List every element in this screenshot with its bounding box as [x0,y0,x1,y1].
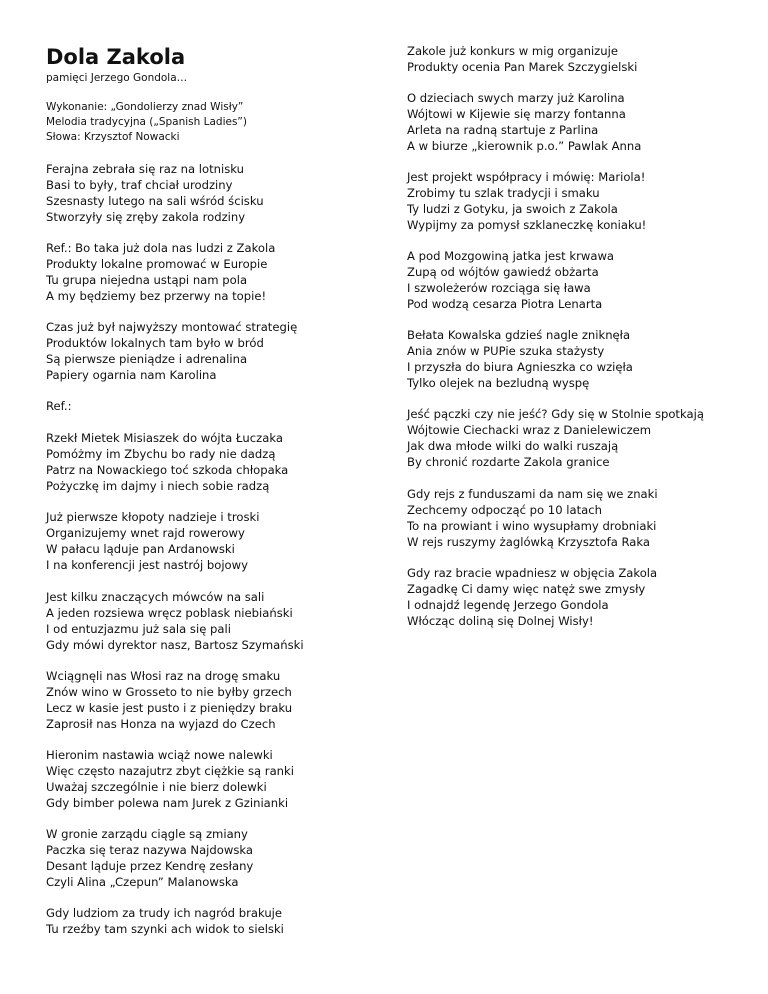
verse-line: Desant ląduje przez Kendrę zesłany [46,859,254,873]
verse-line: W rejs ruszymy żaglówką Krzysztofa Raka [407,535,651,549]
verse-line: A pod Mozgowiną jatka jest krwawa [407,249,615,263]
verse-line: To na prowiant i wino wysupłamy drobniaki [407,519,657,533]
verse-line: Pod wodzą cesarza Piotra Lenarta [407,297,603,311]
verse-line: Ref.: [46,399,72,413]
stanza [46,430,288,494]
stanza [46,509,259,573]
verse-line: By chronić rozdarte Zakola granice [407,455,610,469]
verse-line: A w biurze „kierownik p.o.” Pawlak Anna [407,139,642,153]
verse-line: Włócząc doliną się Dolnej Wisły! [407,614,594,628]
verse-line: Uważaj szczególnie i nie bierz dolewki [46,780,267,794]
verse-line: Gdy bimber polewa nam Jurek z Gzinianki [46,796,289,810]
stanza [407,327,633,391]
verse-line: Gdy ludziom za trudy ich nagród brakuje [46,906,283,920]
verse-line: Produkty lokalne promować w Europie [46,257,268,271]
stanza [46,905,284,937]
song-title: Dola Zakola [46,45,186,69]
verse-line: Już pierwsze kłopoty nadzieje i troski [46,510,260,524]
verse-line: Arleta na radną startuje z Parlina [407,123,599,137]
verse-line: Ref.: Bo taka już dola nas ludzi z Zakola [46,241,276,255]
verse-line: Paczka się teraz nazywa Najdowska [46,843,253,857]
stanza [46,161,264,225]
verse-line: Wójtowie Ciechacki wraz z Danielewiczem [407,423,652,437]
verse-line: Jak dwa młode wilki do walki ruszają [407,439,619,453]
verse-line: Jeść pączki czy nie jeść? Gdy się w Stolnie spotkają [407,407,704,421]
stanza [46,826,253,890]
verse-line: Pożyczkę im dajmy i niech sobie radzą [46,479,270,493]
verse-line: Czas już był najwyższy montować strategię [46,320,298,334]
stanza [46,668,292,732]
stanza [46,747,294,811]
verse-line: Produkty ocenia Pan Marek Szczygielski [407,60,638,74]
stanza [46,240,275,304]
verse-line: Ty ludzi z Gotyku, ja swoich z Zakola [407,202,618,216]
verse-line: Wciągnęli nas Włosi raz na drogę smaku [46,669,281,683]
verse-line: Zrobimy tu szlak tradycji i smaku [407,186,600,200]
verse-line: Zakole już konkurs w mig organizuje [407,44,618,58]
stanza [407,90,641,154]
verse-line: Wypijmy za pomysł szklaneczkę koniaku! [407,218,647,232]
verse-line: Tu rzeźby tam szynki ach widok to sielski [46,922,284,936]
verse-line: Rzekł Mietek Misiaszek do wójta Łuczaka [46,431,283,445]
verse-line: Zechcemy odpocząć po 10 latach [407,503,602,517]
verse-line: O dzieciach swych marzy już Karolina [407,91,625,105]
credit-performance: Wykonanie: „Gondolierzy znad Wisły” [46,101,244,113]
verse-line: Czyli Alina „Czepun” Malanowska [46,875,239,889]
verse-line: Lecz w kasie jest pusto i z pieniędzy braku [46,701,293,715]
verse-line: Zagadkę Ci damy więc natęż swe zmysły [407,582,646,596]
verse-line: I przyszła do biura Agnieszka co wzięła [407,360,633,374]
verse-line: Zaprosił nas Honza na wyjazd do Czech [46,717,276,731]
verse-line: W gronie zarządu ciągle są zmiany [46,827,248,841]
stanza [407,486,658,550]
credit-melody: Melodia tradycyjna („Spanish Ladies”) [46,116,247,128]
verse-line: Basi to były, traf chciał urodziny [46,178,233,192]
verse-line: Stworzyły się zręby zakola rodziny [46,210,246,224]
stanza [407,565,657,629]
verse-line: Tu grupa niejedna ustąpi nam pola [46,273,248,287]
verse-line: Znów wino w Grosseto to nie byłby grzech [46,685,292,699]
verse-line: Zupą od wójtów gawiedź obżarta [407,265,599,279]
verse-line: Ania znów w PUPie szuka stażysty [407,344,605,358]
verse-line: I na konferencji jest nastrój bojowy [46,558,248,572]
stanza [407,169,646,233]
verse-line: Ferajna zebrała się raz na lotnisku [46,162,244,176]
stanza [407,406,704,470]
verse-line: Więc często nazajutrz zbyt ciężkie są ranki [46,764,294,778]
dedication: pamięci Jerzego Gondola… [46,72,188,84]
stanza [407,43,637,75]
verse-line: Organizujemy wnet rajd rowerowy [46,526,245,540]
verse-line: Gdy mówi dyrektor nasz, Bartosz Szymański [46,638,304,652]
credit-lyrics: Słowa: Krzysztof Nowacki [46,131,180,143]
verse-line: W pałacu ląduje pan Ardanowski [46,542,235,556]
verse-line: Wójtowi w Kijewie się marzy fontanna [407,107,626,121]
verse-line: Gdy raz bracie wpadniesz w objęcia Zakola [407,566,658,580]
verse-line: Patrz na Nowackiego toć szkoda chłopaka [46,463,289,477]
verse-line: Gdy rejs z funduszami da nam się we znaki [407,487,658,501]
verse-line: A my będziemy bez przerwy na topie! [46,289,267,303]
verse-line: Szesnasty lutego na sali wśród ścisku [46,194,264,208]
verse-line: Jest projekt współpracy i mówię: Mariola! [407,170,646,184]
verse-line: Bełata Kowalska gdzieś nagle zniknęła [407,328,631,342]
verse-line: I szwoleżerów rozciąga się ława [407,281,591,295]
verse-line: I odnajdź legendę Jerzego Gondola [407,598,609,612]
verse-line: Papiery ogarnia nam Karolina [46,368,217,382]
verse-line: Produktów lokalnych tam było w bród [46,336,264,350]
verse-line: Tylko olejek na bezludną wyspę [407,376,590,390]
verse-line: Pomóżmy im Zbychu bo rady nie dadzą [46,447,276,461]
verse-line: Jest kilku znaczących mówców na sali [46,590,265,604]
stanza [407,248,614,312]
verse-line: I od entuzjazmu już sala się pali [46,622,231,636]
stanza [46,589,304,653]
credits [46,100,247,145]
verse-line: Hieronim nastawia wciąż nowe nalewki [46,748,273,762]
stanza [46,319,297,383]
verse-line: Są pierwsze pieniądze i adrenalina [46,352,248,366]
verse-line: A jeden rozsiewa wręcz poblask niebiański [46,606,293,620]
stanza [46,398,72,414]
